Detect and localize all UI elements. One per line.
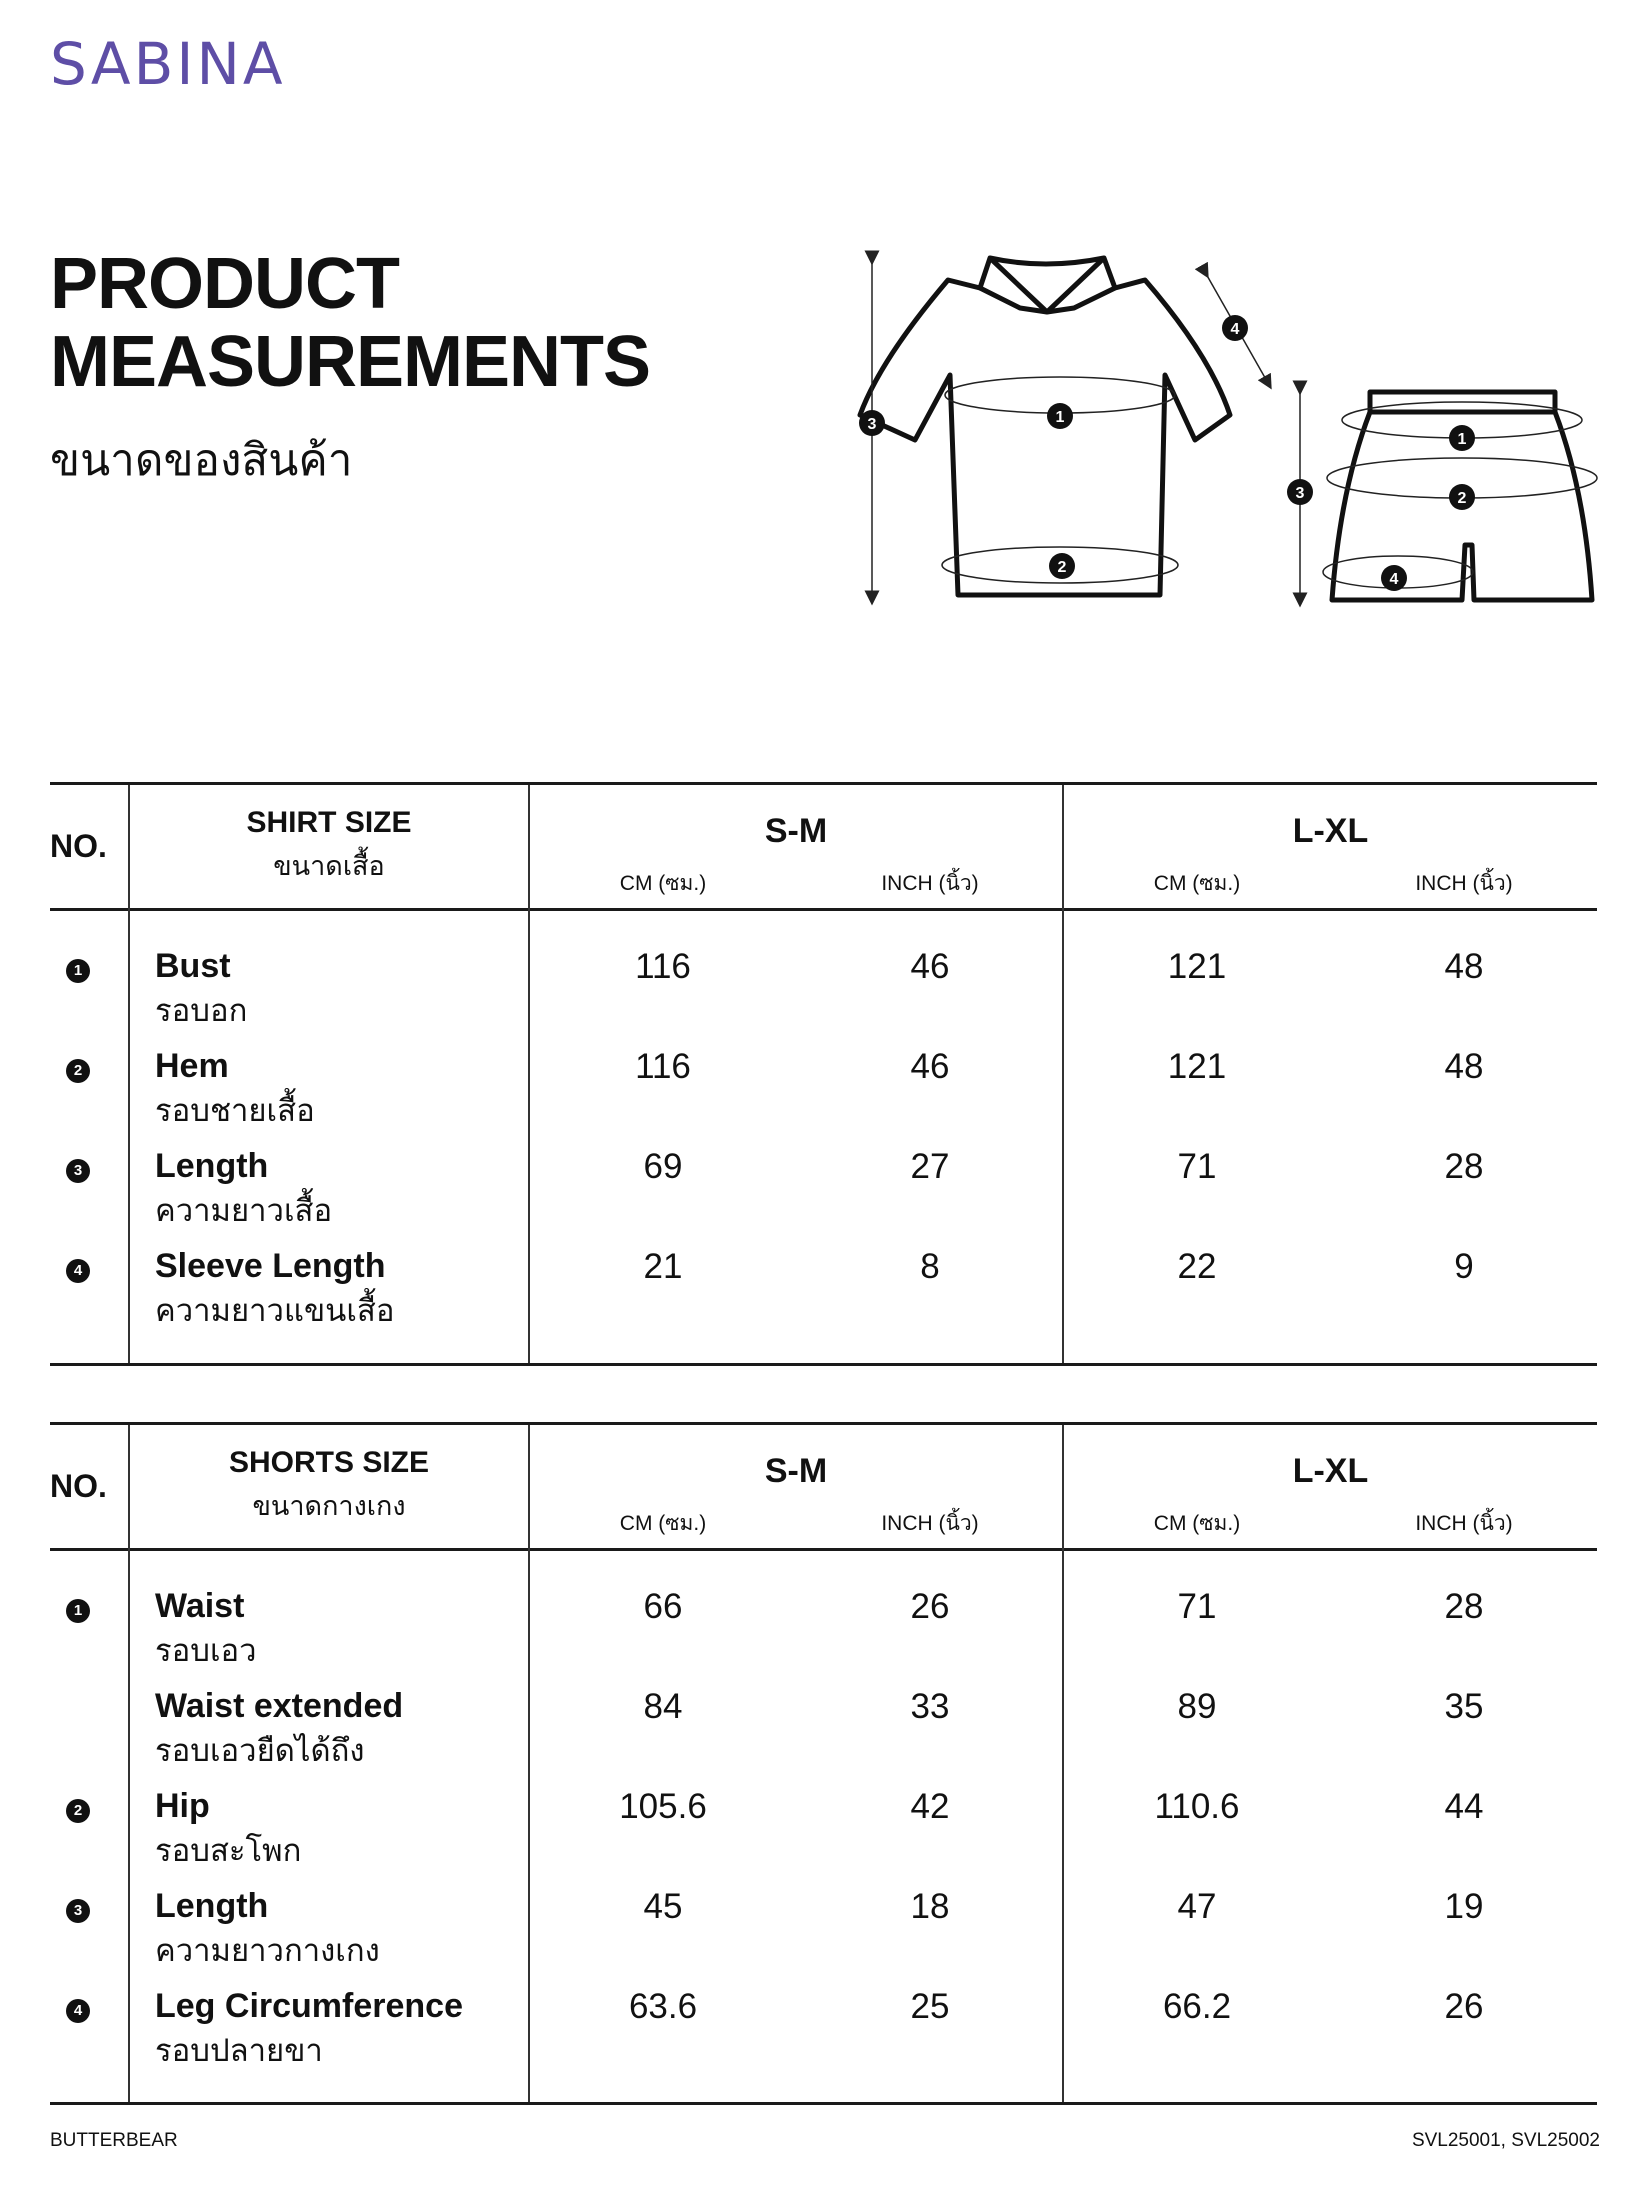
unit-header: CM (ซม.) [1153,872,1241,895]
no-column-header: NO. [50,1468,107,1504]
row-label-th: รอบปลายขา [155,2033,323,2069]
group-header-s-m: S-M [764,1452,828,1490]
svg-text:3: 3 [867,416,877,433]
brand-logo: SABINA [50,30,286,98]
shirt-marker-1 [1047,403,1073,429]
row-label-th: รอบอก [155,993,248,1029]
size-column-header [130,1446,528,1527]
svg-text:4: 4 [1389,571,1399,588]
size-column-title-th: ขนาดเสื้อ [273,851,385,882]
row-number-badge: 4 [66,1999,90,2023]
row-number-badge: 2 [66,1799,90,1823]
row-label: Bust [155,947,231,985]
row-label: Length [155,1887,269,1925]
value-cell: 121 [1167,1047,1227,1086]
shorts-marker-2 [1449,484,1475,510]
row-label-th: ความยาวแขนเสื้อ [155,1293,395,1329]
table-row [50,1787,1597,1887]
value-cell: 33 [910,1687,950,1726]
row-label: Hem [155,1047,229,1085]
page-title-line-1: PRODUCT [50,244,399,324]
group-header-s-m: S-M [764,812,828,850]
row-number-badge: 2 [66,1059,90,1083]
value-cell: 69 [643,1147,683,1186]
value-cell: 45 [643,1887,683,1926]
value-cell: 8 [920,1247,940,1286]
value-cell: 46 [910,1047,950,1086]
value-cell: 27 [910,1147,950,1186]
value-cell: 48 [1444,1047,1484,1086]
row-label: Sleeve Length [155,1247,386,1285]
value-cell: 18 [910,1887,950,1926]
page-title [50,245,650,401]
row-label-th: รอบเอวยืดได้ถึง [155,1733,365,1769]
shorts-marker-4 [1381,565,1407,591]
unit-header: INCH (นิ้ว) [881,872,979,895]
svg-text:1: 1 [1055,409,1065,426]
row-number-badge: 1 [66,1599,90,1623]
unit-header: INCH (นิ้ว) [1415,872,1513,895]
footer-product-codes: SVL25001, SVL25002 [1411,2130,1600,2151]
value-cell: 22 [1177,1247,1217,1286]
shirt-marker-4 [1222,315,1248,341]
shirt-marker-2 [1049,553,1075,579]
value-cell: 26 [1444,1987,1484,2026]
value-cell: 9 [1454,1247,1474,1286]
row-label: Length [155,1147,269,1185]
size-column-title: SHORTS SIZE [228,1446,430,1479]
row-label: Leg Circumference [155,1987,463,2025]
row-number-badge: 4 [66,1259,90,1283]
value-cell: 116 [635,1047,691,1086]
value-cell: 84 [643,1687,683,1726]
value-cell: 48 [1444,947,1484,986]
table-row [50,1987,1597,2087]
table-row [50,1687,1597,1787]
svg-text:2: 2 [1057,559,1067,576]
value-cell: 121 [1167,947,1227,986]
shorts-marker-3 [1287,479,1313,505]
svg-text:4: 4 [1230,321,1240,338]
svg-text:1: 1 [1457,431,1467,448]
page-title-line-2: MEASUREMENTS [50,322,651,402]
row-label-th: รอบชายเสื้อ [155,1093,315,1129]
value-cell: 71 [1177,1587,1217,1626]
size-column-title: SHIRT SIZE [246,806,412,839]
svg-text:3: 3 [1295,485,1305,502]
value-cell: 28 [1444,1147,1484,1186]
unit-header: CM (ซม.) [1153,1512,1241,1535]
row-label: Hip [155,1787,210,1825]
unit-header: CM (ซม.) [619,1512,707,1535]
value-cell: 26 [910,1587,950,1626]
value-cell: 110.6 [1154,1787,1240,1826]
value-cell: 116 [635,947,691,986]
unit-header: CM (ซม.) [619,872,707,895]
row-label-th: ความยาวเสื้อ [155,1193,333,1229]
value-cell: 66.2 [1162,1987,1232,2026]
value-cell: 21 [643,1247,683,1286]
value-cell: 28 [1444,1587,1484,1626]
value-cell: 35 [1444,1687,1484,1726]
table-row [50,947,1597,1047]
footer-collection: BUTTERBEAR [50,2130,178,2151]
no-column-header: NO. [50,828,107,864]
table-row [50,1887,1597,1987]
value-cell: 105.6 [619,1787,707,1826]
row-number-badge: 1 [66,959,90,983]
shirt-marker-3 [859,410,885,436]
garment-diagram [840,240,1610,620]
group-header-l-xl: L-XL [1292,1452,1369,1490]
shirt-outline [860,258,1230,595]
row-label-th: รอบสะโพก [155,1833,302,1869]
row-label: Waist [155,1587,245,1625]
value-cell: 71 [1177,1147,1217,1186]
unit-header: INCH (นิ้ว) [881,1512,979,1535]
shorts-marker-1 [1449,425,1475,451]
table-row [50,1247,1597,1347]
row-label-th: รอบเอว [155,1633,257,1669]
row-number-badge: 3 [66,1159,90,1183]
table-row [50,1587,1597,1687]
page-subtitle: ขนาดของสินค้า [50,435,353,486]
value-cell: 19 [1444,1887,1484,1926]
value-cell: 25 [910,1987,950,2026]
value-cell: 44 [1444,1787,1484,1826]
unit-header: INCH (นิ้ว) [1415,1512,1513,1535]
value-cell: 42 [910,1787,950,1826]
table-row [50,1047,1597,1147]
size-column-header [130,806,528,887]
value-cell: 66 [643,1587,683,1626]
svg-text:2: 2 [1457,490,1467,507]
value-cell: 89 [1177,1687,1217,1726]
value-cell: 63.6 [628,1987,698,2026]
value-cell: 47 [1177,1887,1217,1926]
shorts-size-table [50,1422,1597,2107]
row-number-badge: 3 [66,1899,90,1923]
group-header-l-xl: L-XL [1292,812,1369,850]
table-row [50,1147,1597,1247]
shirt-size-table [50,782,1597,1367]
value-cell: 46 [910,947,950,986]
size-column-title-th: ขนาดกางเกง [252,1491,406,1522]
row-label-th: ความยาวกางเกง [155,1933,380,1969]
row-label: Waist extended [155,1687,404,1725]
